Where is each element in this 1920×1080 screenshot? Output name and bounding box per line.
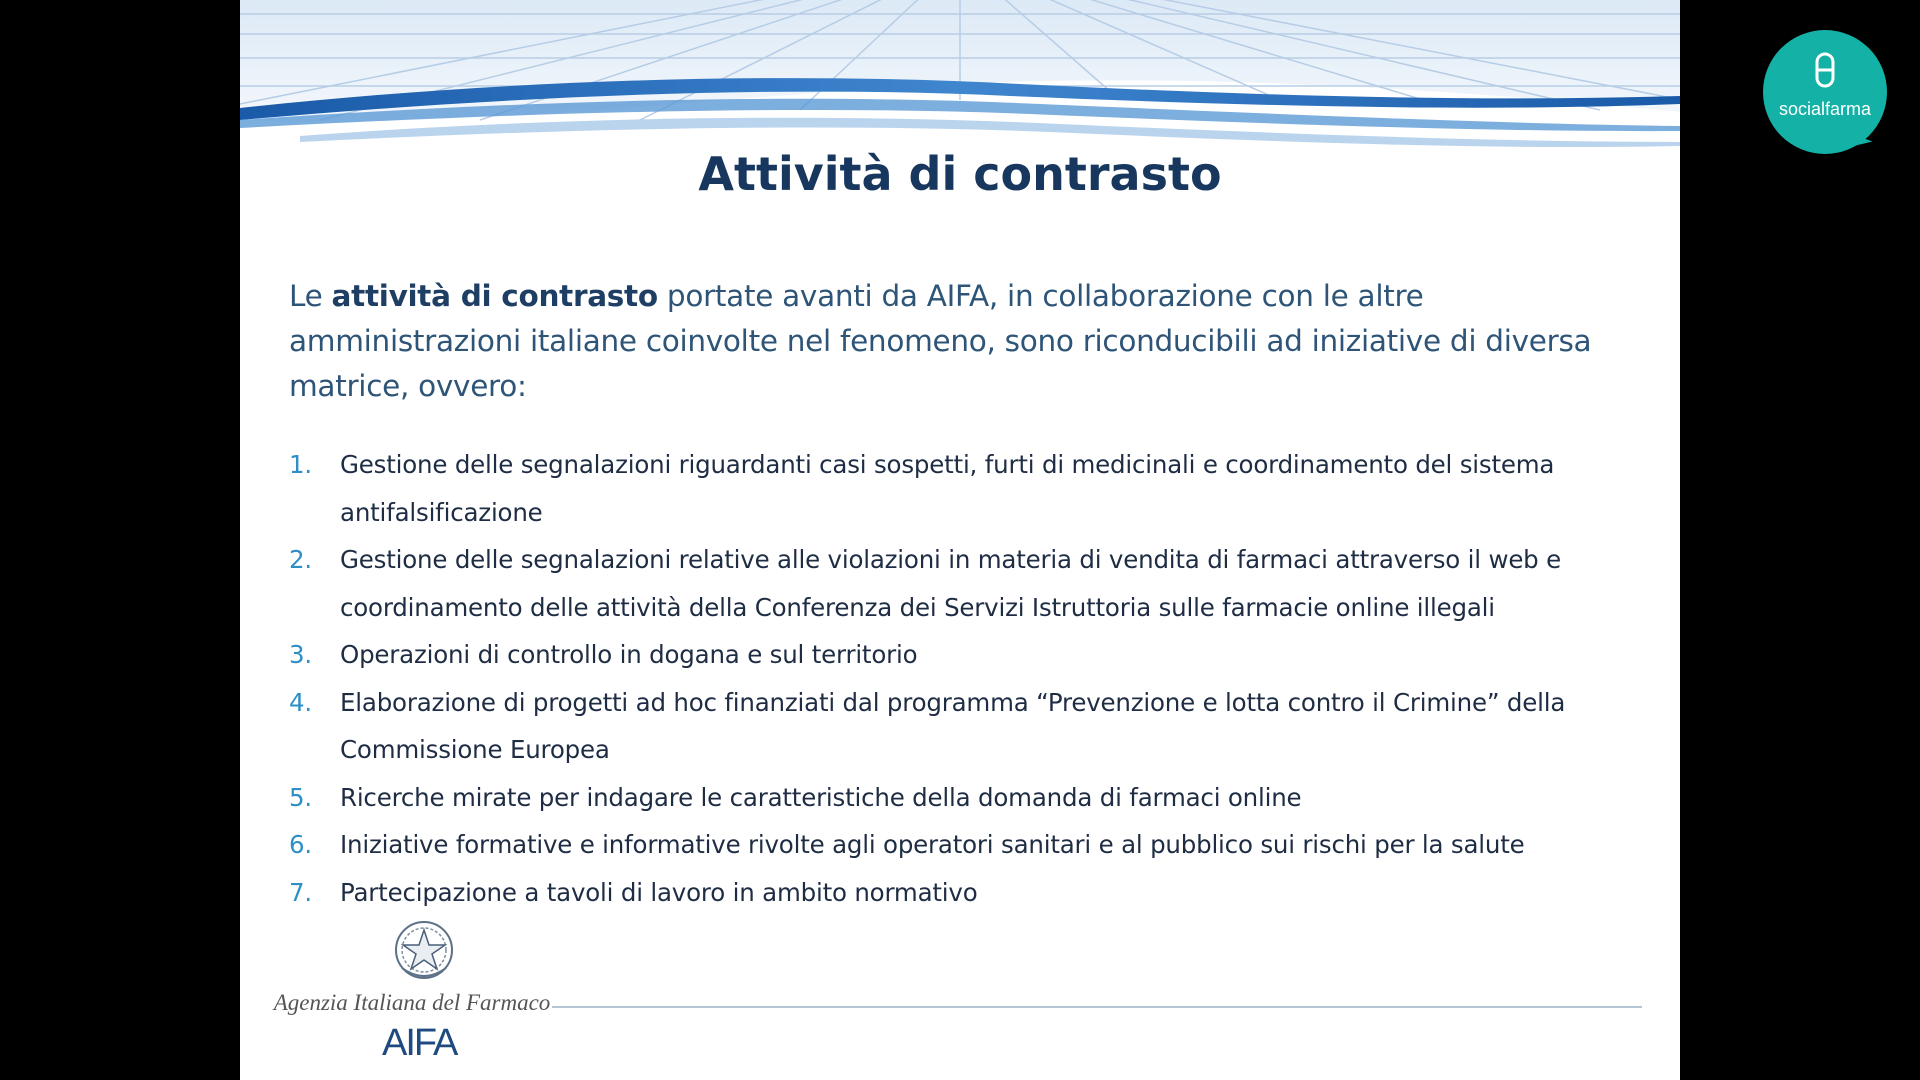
list-item [289,536,1649,631]
list-item-text: Iniziative formative e informative rivolte agli operatori sanitari e al pubblico sui rischi per la salute [340,830,1525,859]
list-item-text: Operazioni di controllo in dogana e sul territorio [340,640,918,669]
list-item-text: Elaborazione di progetti ad hoc finanziati dal programma “Prevenzione e lotta contro il Crimine” della Commissione Europea [340,687,1566,764]
italian-republic-emblem-icon [392,918,456,984]
presentation-slide [240,0,1680,1080]
list-item [289,774,1649,822]
list-item-text: Gestione delle segnalazioni relative alle violazioni in materia di vendita di farmaci attraverso il web e coordinamento delle attività della Conferenza dei Servizi Istruttoria sulle farmacie online illegali [340,545,1561,622]
list-item [289,869,1649,917]
pill-icon [1813,52,1837,88]
footer-divider [552,1006,1642,1008]
socialfarma-badge [1763,30,1887,154]
intro-paragraph [289,274,1639,409]
intro-text-start: Le [289,279,332,313]
list-item-number: 7. [289,877,312,907]
list-item-number: 3. [289,640,312,669]
intro-bold-phrase: attività di contrasto [331,279,658,313]
list-item-number: 4. [289,687,312,717]
slide-title: Attività di contrasto [698,147,1222,201]
list-item-text: Partecipazione a tavoli di lavoro in ambito normativo [340,877,978,907]
list-item [289,679,1649,774]
list-item [289,631,1649,679]
list-item [289,441,1649,536]
list-item [289,821,1649,869]
list-item-text: Gestione delle segnalazioni riguardanti casi sospetti, furti di medicinali e coordinamento del sistema antifalsificazione [340,450,1555,527]
list-item-number: 2. [289,545,312,574]
activity-list [289,441,1649,916]
agency-name: Agenzia Italiana del Farmaco [273,990,551,1015]
list-item-number: 6. [289,830,312,859]
intro-text-end: portate avanti da AIFA, in collaborazione con le altre amministrazioni italiane coinvolte nel fenomeno, sono riconducibili ad iniziative di diversa matrice, ovvero: [289,279,1592,403]
list-item-number: 5. [289,782,312,812]
header-grid-banner [240,0,1680,165]
list-item-text: Ricerche mirate per indagare le caratteristiche della domanda di farmaci online [340,782,1302,812]
brand-name: socialfarma [1778,99,1872,119]
aifa-logo [262,918,592,1068]
aifa-acronym: AIFA [382,1022,457,1064]
list-item-number: 1. [289,450,312,479]
